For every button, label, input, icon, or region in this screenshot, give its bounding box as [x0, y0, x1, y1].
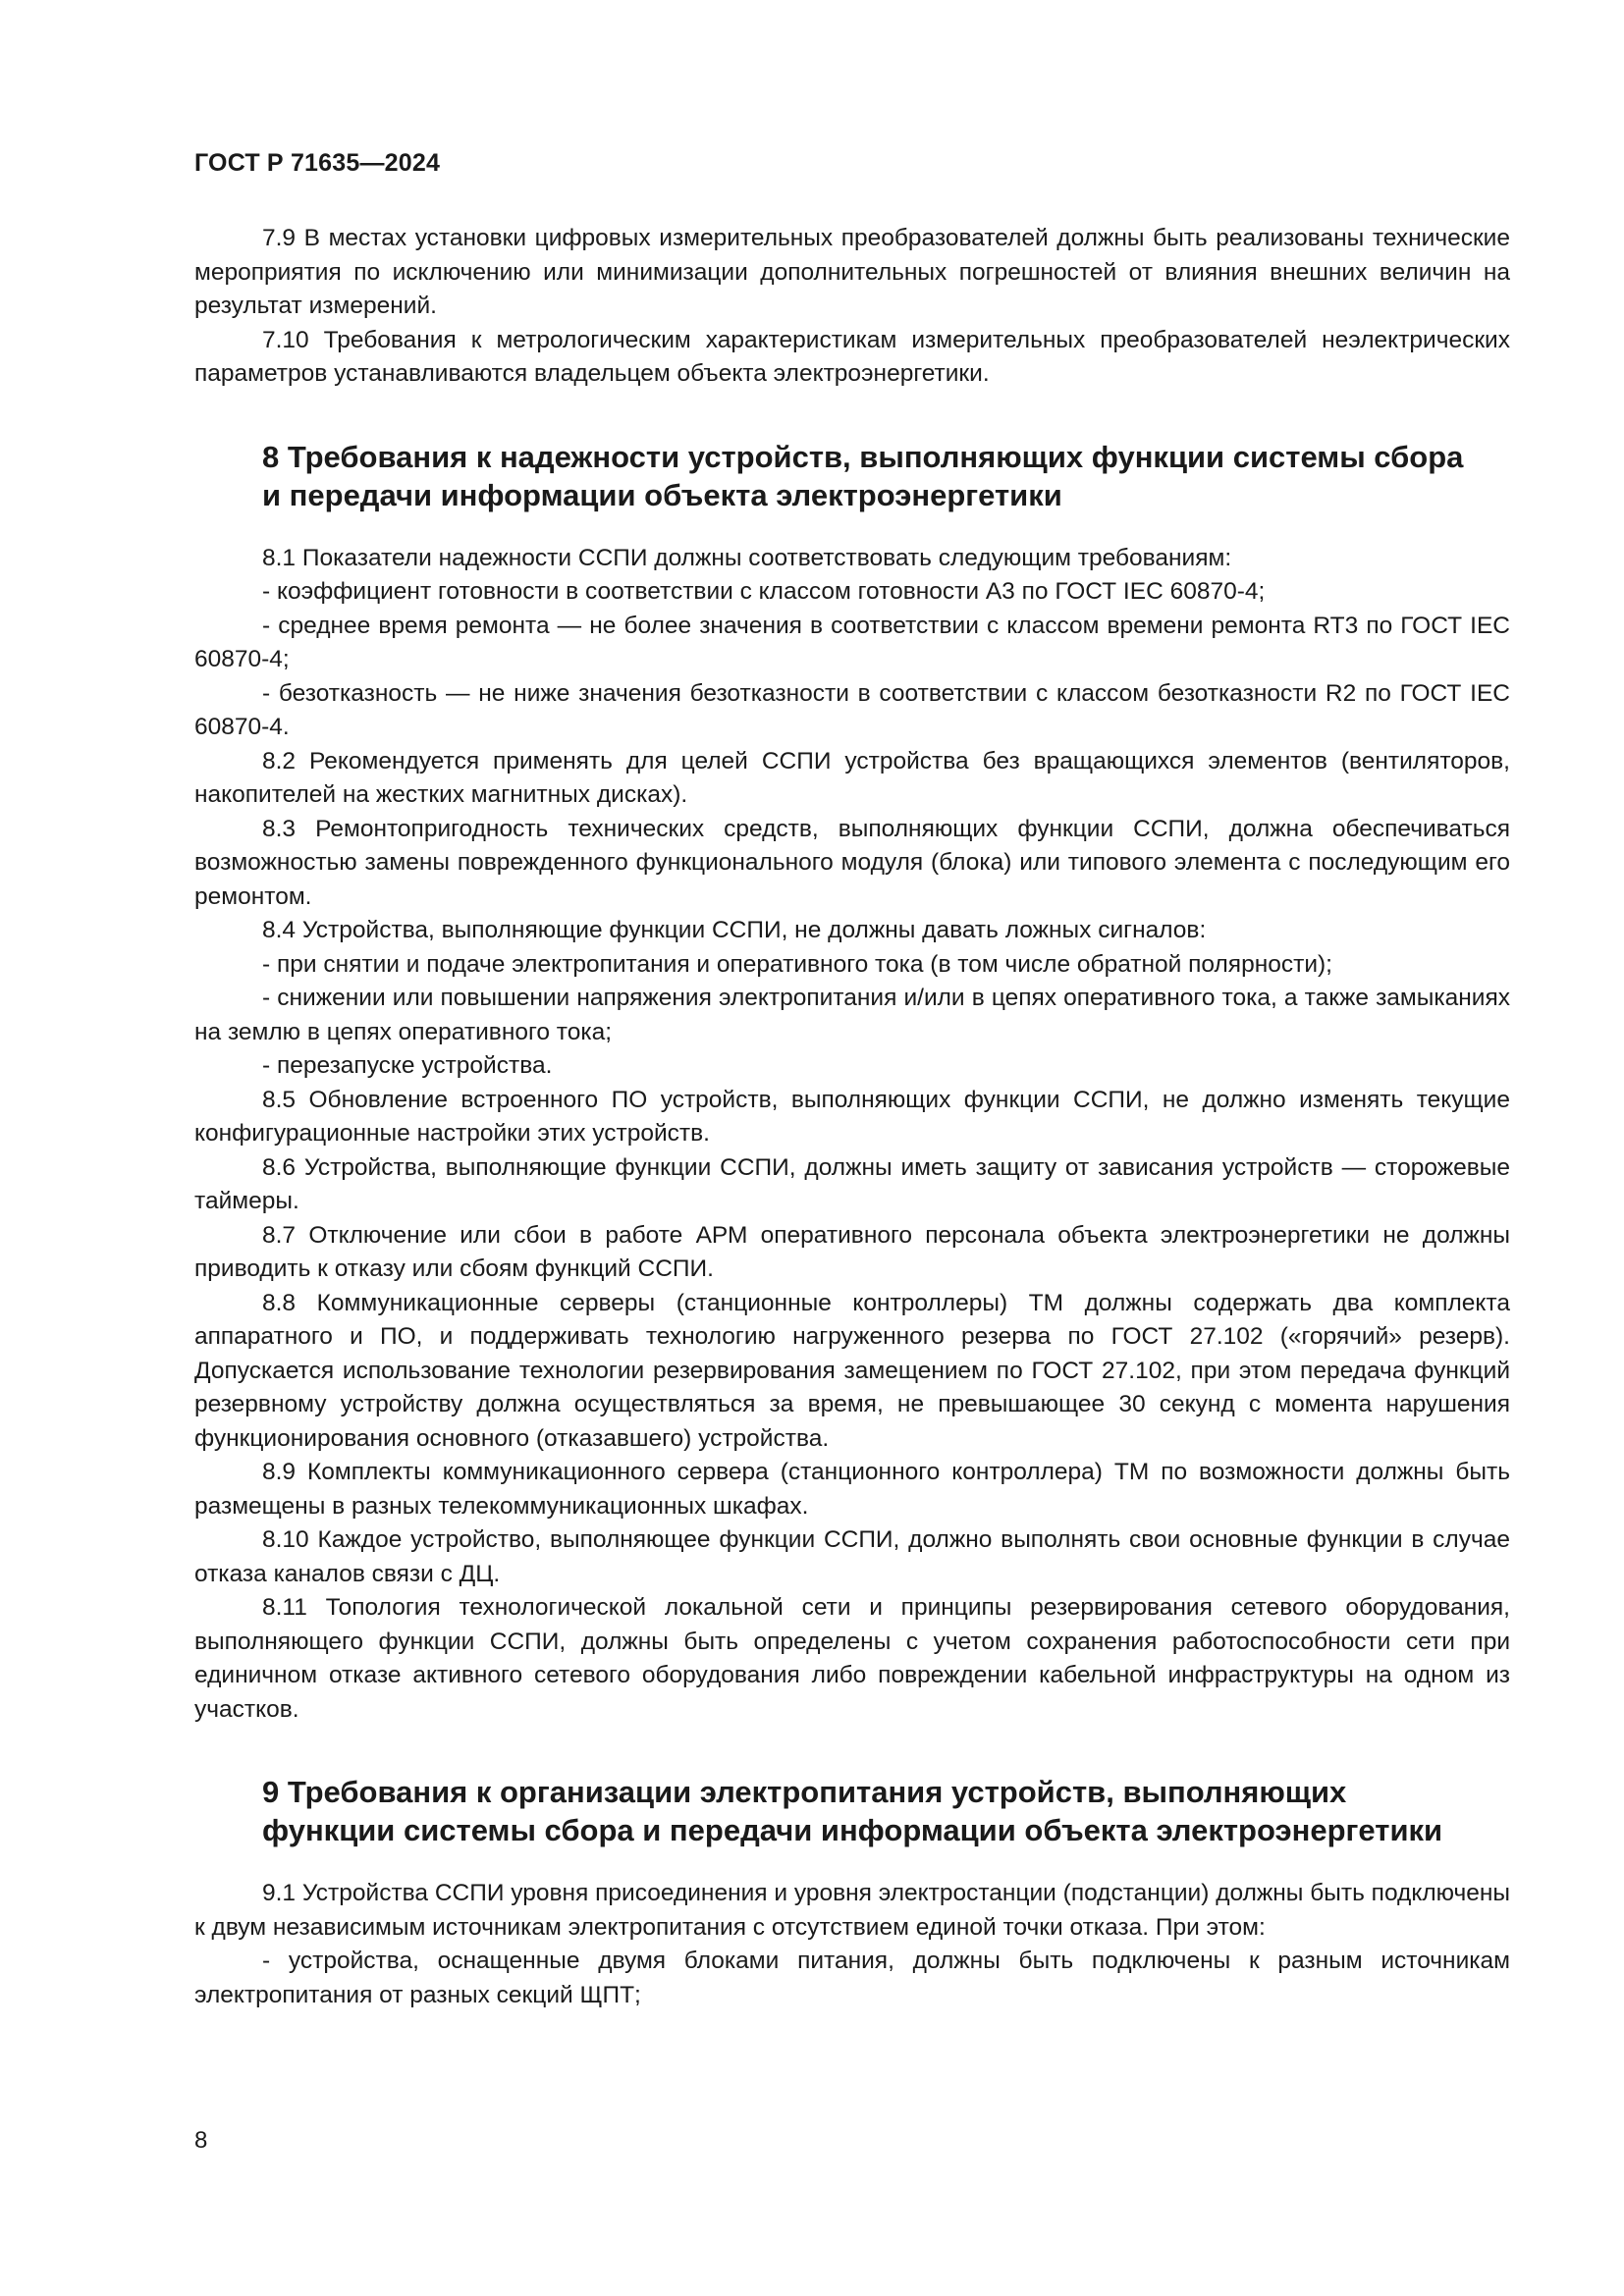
paragraph-8-10: 8.10 Каждое устройство, выполняющее функции ССПИ, должно выполнять свои основные функции в случае отказа каналов связи с ДЦ.	[194, 1526, 1510, 1587]
paragraph-8-8: 8.8 Коммуникационные серверы (станционные контроллеры) ТМ должны содержать два комплекта аппаратного и ПО, и поддерживать технологию нагруженного резерва по ГОСТ 27.102 («горячий» резерв). Допускается использование технологии резервирования замещением по ГОСТ 27.102, при этом передача функций резервному устройству должна осуществляться за время, не превышающее 30 секунд с момента нарушения функционирования основного (отказавшего) устройства.	[194, 1289, 1510, 1452]
list-item: - коэффициент готовности в соответствии с классом готовности А3 по ГОСТ IEC 60870-4;	[262, 578, 1266, 605]
list-item: - безотказность — не ниже значения безотказности в соответствии с классом безотказности R2 по ГОСТ IEC 60870-4.	[194, 679, 1510, 740]
section-8-heading: 8 Требования к надежности устройств, выполняющих функции системы сбора и передачи информации объекта электроэнергетики	[262, 439, 1464, 512]
section-9-heading: 9 Требования к организации электропитания устройств, выполняющих функции системы сбора и передачи информации объекта электроэнергетики	[262, 1775, 1443, 1847]
paragraph-8-2: 8.2 Рекомендуется применять для целей ССПИ устройства без вращающихся элементов (вентиляторов, накопителей на жестких магнитных дисках).	[194, 747, 1510, 808]
paragraph-7-9: 7.9 В местах установки цифровых измерительных преобразователей должны быть реализованы технические мероприятия по исключению или минимизации дополнительных погрешностей от влияния внешних величин на результат измерений.	[194, 225, 1510, 319]
paragraph-9-1: 9.1 Устройства ССПИ уровня присоединения и уровня электростанции (подстанции) должны быть подключены к двум независимым источникам электропитания с отсутствием единой точки отказа. При этом:	[194, 1880, 1510, 1941]
list-item: - перезапуске устройства.	[262, 1052, 553, 1079]
paragraph-8-1: 8.1 Показатели надежности ССПИ должны соответствовать следующим требованиям:	[262, 544, 1232, 571]
paragraph-8-11: 8.11 Топология технологической локальной сети и принципы резервирования сетевого оборудования, выполняющего функции ССПИ, должны быть определены с учетом сохранения работоспособности сети при единичном отказе активного сетевого оборудования либо повреждении кабельной инфраструктуры на одном из участков.	[194, 1594, 1510, 1723]
list-item: - среднее время ремонта — не более значения в соответствии с классом времени ремонта RT3 по ГОСТ IEC 60870-4;	[194, 612, 1510, 672]
paragraph-8-5: 8.5 Обновление встроенного ПО устройств, выполняющих функции ССПИ, не должно изменять текущие конфигурационные настройки этих устройств.	[194, 1086, 1510, 1147]
paragraph-8-9: 8.9 Комплекты коммуникационного сервера (станционного контроллера) ТМ по возможности должны быть размещены в разных телекоммуникационных шкафах.	[194, 1459, 1510, 1520]
paragraph-7-10: 7.10 Требования к метрологическим характеристикам измерительных преобразователей неэлектрических параметров устанавливаются владельцем объекта электроэнергетики.	[194, 326, 1510, 387]
paragraph-8-6: 8.6 Устройства, выполняющие функции ССПИ, должны иметь защиту от зависания устройств — сторожевые таймеры.	[194, 1153, 1510, 1214]
page-number: 8	[194, 2127, 208, 2154]
document-header: ГОСТ Р 71635—2024	[194, 149, 441, 177]
list-item: - при снятии и подаче электропитания и оперативного тока (в том числе обратной полярности);	[262, 950, 1332, 978]
paragraph-8-4: 8.4 Устройства, выполняющие функции ССПИ, не должны давать ложных сигналов:	[262, 917, 1207, 943]
list-item: - устройства, оснащенные двумя блоками питания, должны быть подключены к разным источникам электропитания от разных секций ЩПТ;	[194, 1948, 1510, 2008]
list-item: - снижении или повышении напряжения электропитания и/или в цепях оперативного тока, а также замыканиях на землю в цепях оперативного тока;	[194, 985, 1510, 1045]
document-body	[194, 222, 1510, 2012]
paragraph-8-7: 8.7 Отключение или сбои в работе АРМ оперативного персонала объекта электроэнергетики не должны приводить к отказу или сбоям функций ССПИ.	[194, 1221, 1510, 1282]
paragraph-8-3: 8.3 Ремонтопригодность технических средств, выполняющих функции ССПИ, должна обеспечиваться возможностью замены поврежденного функционального модуля (блока) или типового элемента с последующим его ремонтом.	[194, 815, 1510, 910]
